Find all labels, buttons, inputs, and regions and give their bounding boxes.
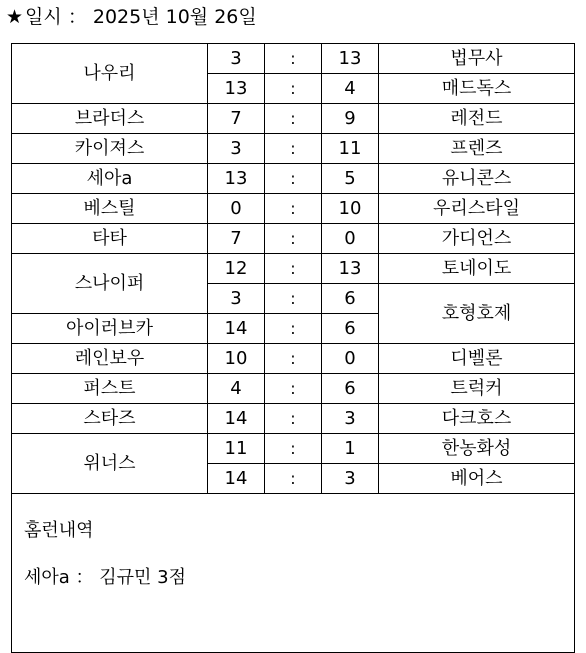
home-score: 3 <box>208 134 265 164</box>
home-score: 0 <box>208 194 265 224</box>
score-colon: : <box>265 404 322 434</box>
home-score: 13 <box>208 74 265 104</box>
home-team: 스나이퍼 <box>12 254 208 314</box>
away-team: 베어스 <box>379 464 575 494</box>
away-score: 3 <box>322 404 379 434</box>
away-score: 5 <box>322 164 379 194</box>
home-team: 나우리 <box>12 44 208 104</box>
home-score: 13 <box>208 164 265 194</box>
away-team: 트럭커 <box>379 374 575 404</box>
away-team: 한농화성 <box>379 434 575 464</box>
home-score: 14 <box>208 464 265 494</box>
score-colon: : <box>265 164 322 194</box>
score-colon: : <box>265 194 322 224</box>
home-team: 세아a <box>12 164 208 194</box>
away-team: 토네이도 <box>379 254 575 284</box>
star-icon: ★ <box>6 6 24 28</box>
away-score: 1 <box>322 434 379 464</box>
match-row <box>12 134 575 164</box>
match-row <box>12 434 575 464</box>
home-score: 7 <box>208 224 265 254</box>
away-team: 우리스타일 <box>379 194 575 224</box>
score-colon: : <box>265 74 322 104</box>
home-score: 3 <box>208 44 265 74</box>
away-team: 다크호스 <box>379 404 575 434</box>
away-score: 0 <box>322 344 379 374</box>
homerun-notes <box>12 494 575 653</box>
away-score: 6 <box>322 284 379 314</box>
score-colon: : <box>265 434 322 464</box>
home-team: 퍼스트 <box>12 374 208 404</box>
home-team: 위너스 <box>12 434 208 494</box>
home-score: 14 <box>208 314 265 344</box>
away-score: 13 <box>322 44 379 74</box>
away-team: 디벨론 <box>379 344 575 374</box>
match-row <box>12 404 575 434</box>
homerun-entry: 세아a ： 김규민 3점 <box>24 567 186 588</box>
match-row <box>12 194 575 224</box>
score-colon: : <box>265 344 322 374</box>
away-score: 0 <box>322 224 379 254</box>
away-team: 호형호제 <box>379 284 575 344</box>
home-score: 3 <box>208 284 265 314</box>
match-row <box>12 374 575 404</box>
score-colon: : <box>265 314 322 344</box>
score-colon: : <box>265 104 322 134</box>
match-row <box>12 254 575 284</box>
score-colon: : <box>265 134 322 164</box>
notes-row <box>12 494 575 653</box>
score-colon: : <box>265 224 322 254</box>
match-row <box>12 44 575 74</box>
away-score: 13 <box>322 254 379 284</box>
home-team: 레인보우 <box>12 344 208 374</box>
match-row <box>12 164 575 194</box>
score-colon: : <box>265 464 322 494</box>
date-label: 일시 <box>25 6 62 28</box>
home-score: 10 <box>208 344 265 374</box>
away-score: 3 <box>322 464 379 494</box>
score-colon: : <box>265 254 322 284</box>
home-team: 타타 <box>12 224 208 254</box>
home-score: 7 <box>208 104 265 134</box>
away-score: 9 <box>322 104 379 134</box>
home-team: 베스틸 <box>12 194 208 224</box>
away-score: 6 <box>322 374 379 404</box>
home-team: 브라더스 <box>12 104 208 134</box>
home-score: 11 <box>208 434 265 464</box>
away-team: 가디언스 <box>379 224 575 254</box>
date-line <box>6 4 257 30</box>
score-colon: : <box>265 44 322 74</box>
away-score: 6 <box>322 314 379 344</box>
home-team: 스타즈 <box>12 404 208 434</box>
match-row <box>12 344 575 374</box>
away-team: 매드독스 <box>379 74 575 104</box>
away-team: 프렌즈 <box>379 134 575 164</box>
away-team: 레전드 <box>379 104 575 134</box>
away-team: 법무사 <box>379 44 575 74</box>
home-score: 14 <box>208 404 265 434</box>
home-score: 4 <box>208 374 265 404</box>
away-score: 4 <box>322 74 379 104</box>
home-team: 아이러브카 <box>12 314 208 344</box>
match-row <box>12 224 575 254</box>
notes-title: 홈런내역 <box>24 520 94 541</box>
away-score: 11 <box>322 134 379 164</box>
away-score: 10 <box>322 194 379 224</box>
date-value: 2025년 10월 26일 <box>92 6 257 28</box>
home-score: 12 <box>208 254 265 284</box>
date-separator: ： <box>67 6 87 28</box>
match-row <box>12 104 575 134</box>
home-team: 카이져스 <box>12 134 208 164</box>
away-team: 유니콘스 <box>379 164 575 194</box>
match-results-table <box>11 43 575 653</box>
score-colon: : <box>265 374 322 404</box>
score-colon: : <box>265 284 322 314</box>
